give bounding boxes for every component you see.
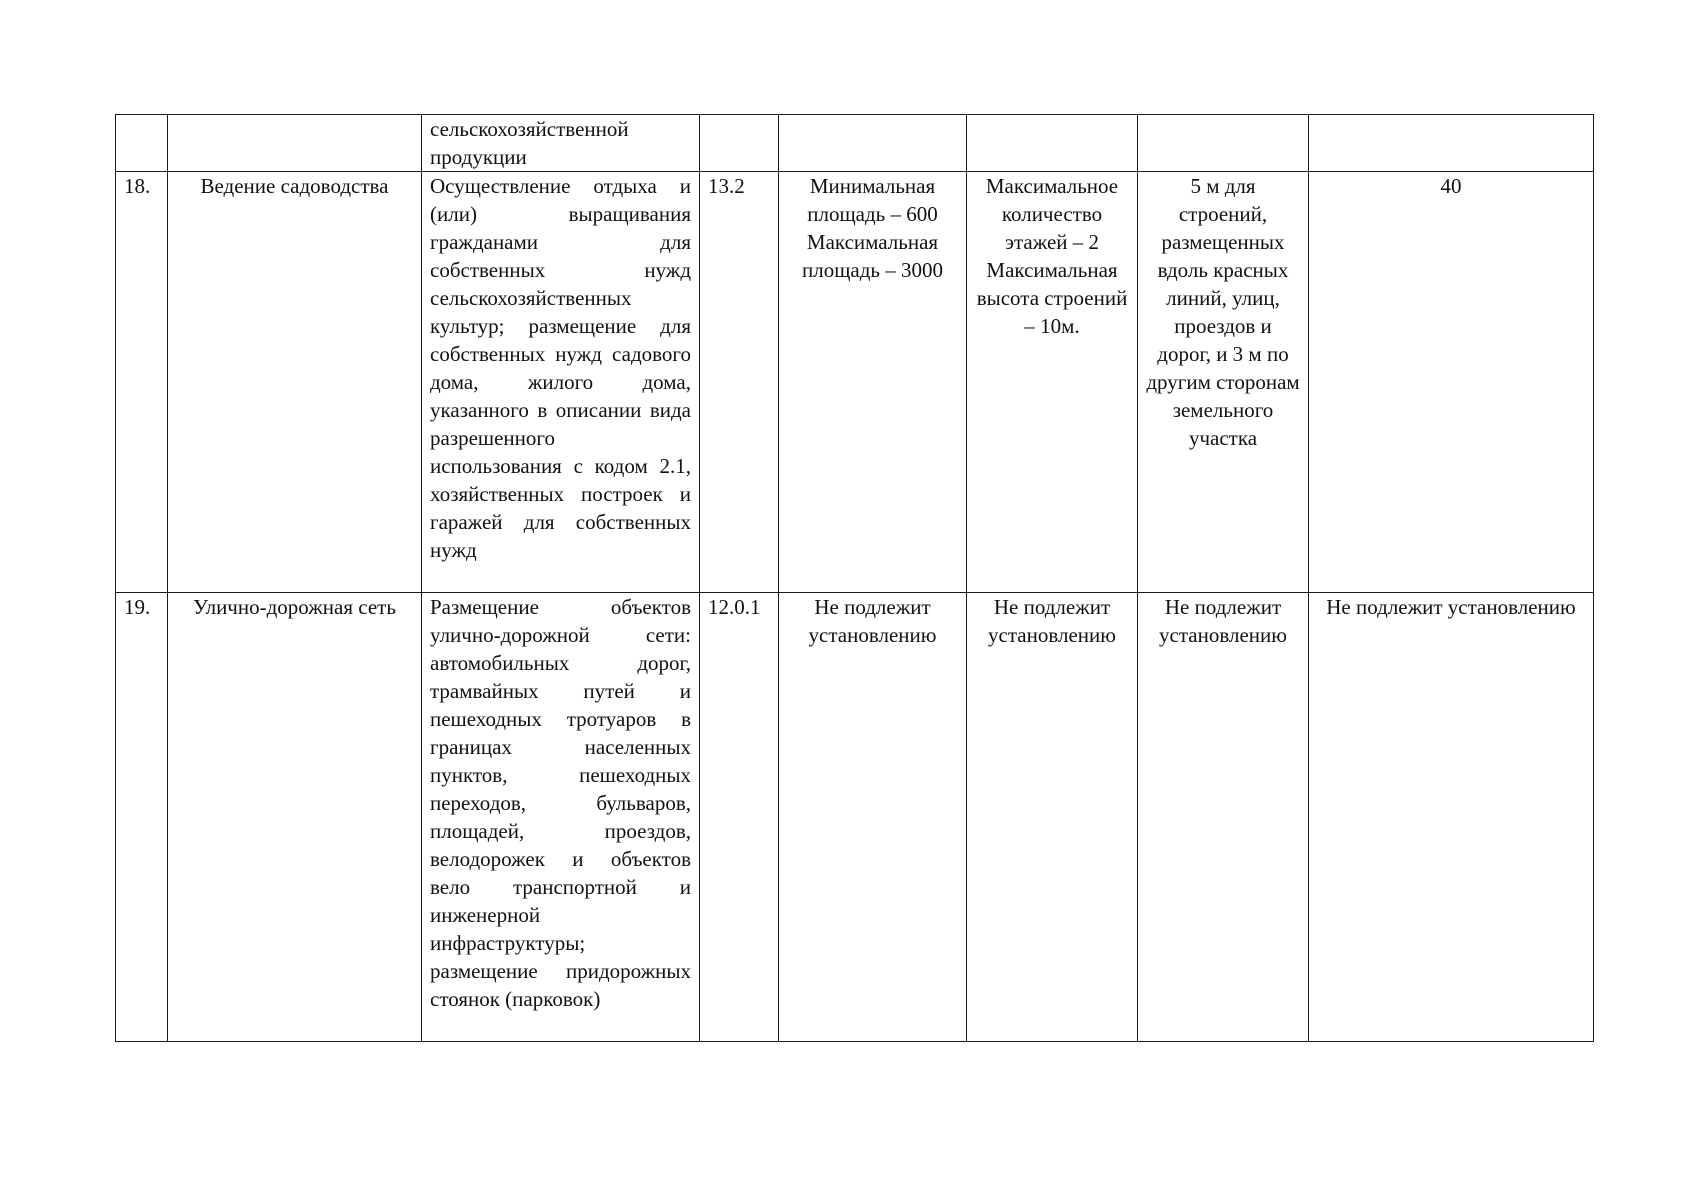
use-type-cell: Ведение садоводства <box>168 172 422 593</box>
row-number-cell: 18. <box>116 172 168 593</box>
use-type-cell: Улично-дорожная сеть <box>168 593 422 1042</box>
plot-area-cell <box>779 115 967 172</box>
code-cell: 13.2 <box>700 172 779 593</box>
code-cell <box>700 115 779 172</box>
floors-height-cell: Не подлежит установлению <box>967 593 1138 1042</box>
plot-area-cell: Минимальная площадь – 600 Максимальная площадь – 3000 <box>779 172 967 593</box>
floors-height-cell: Максимальное количество этажей – 2 Максимальная высота строений – 10м. <box>967 172 1138 593</box>
coverage-cell: Не подлежит установлению <box>1309 593 1594 1042</box>
row-number-cell <box>116 115 168 172</box>
table-row <box>116 172 1594 593</box>
coverage-cell: 40 <box>1309 172 1594 593</box>
description-cell: Размещение объектов улично-дорожной сети: автомобильных дорог, трамвайных путей и пешеходных тротуаров в границах населенных пунктов, пешеходных переходов, бульваров, площадей, проездов, велодорожек и объектов вело транспортной и инженерной инфраструктуры; размещение придорожных стоянок (парковок) <box>422 593 700 1042</box>
table-row <box>116 115 1594 172</box>
table-row <box>116 593 1594 1042</box>
setback-cell: 5 м для строений, размещенных вдоль красных линий, улиц, проездов и дорог, и 3 м по другим сторонам земельного участка <box>1138 172 1309 593</box>
description-cell: сельскохозяйственной продукции <box>422 115 700 172</box>
use-type-cell <box>168 115 422 172</box>
code-cell: 12.0.1 <box>700 593 779 1042</box>
coverage-cell <box>1309 115 1594 172</box>
description-cell: Осуществление отдыха и (или) выращивания гражданами для собственных нужд сельскохозяйственных культур; размещение для собственных нужд садового дома, жилого дома, указанного в описании вида разрешенного использования с кодом 2.1, хозяйственных построек и гаражей для собственных нужд <box>422 172 700 593</box>
setback-cell <box>1138 115 1309 172</box>
row-number-cell: 19. <box>116 593 168 1042</box>
land-use-table <box>115 114 1594 1042</box>
floors-height-cell <box>967 115 1138 172</box>
plot-area-cell: Не подлежит установлению <box>779 593 967 1042</box>
setback-cell: Не подлежит установлению <box>1138 593 1309 1042</box>
